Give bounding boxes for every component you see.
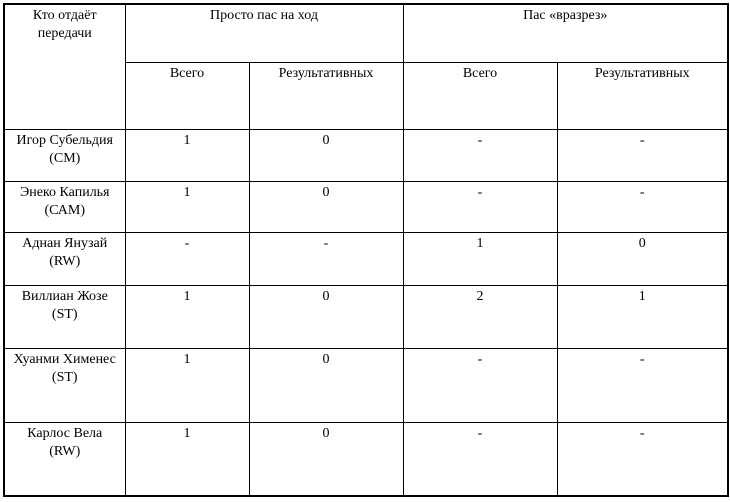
simple-effective-cell: - [249, 232, 403, 285]
player-position: (RW) [49, 253, 81, 269]
through-total-cell: 1 [403, 232, 557, 285]
simple-effective-cell: 0 [249, 348, 403, 422]
player-position: (ST) [51, 369, 78, 385]
through-total-cell: - [403, 422, 557, 496]
header-row-groups [4, 4, 728, 62]
header-through-total: Всего [403, 62, 557, 129]
simple-total-cell: 1 [125, 181, 249, 232]
through-total-cell: - [403, 129, 557, 181]
player-position: (RW) [49, 443, 81, 459]
player-name: Хуанми Хименес [13, 351, 116, 367]
simple-total-cell: 1 [125, 422, 249, 496]
player-position: (САМ) [44, 202, 86, 218]
player-name: Аднан Янузай [22, 235, 108, 251]
header-simple-total: Всего [125, 62, 249, 129]
simple-total-cell: 1 [125, 348, 249, 422]
player-name: Энеко Капилья [19, 184, 110, 200]
header-passer-column: Кто отдаёт передачи [4, 4, 125, 129]
player-name: Виллиан Жозе [21, 288, 108, 304]
header-group-through-pass: Пас «вразрез» [403, 4, 728, 62]
header-simple-effective: Результативных [249, 62, 403, 129]
simple-effective-cell: 0 [249, 285, 403, 348]
table-row [4, 232, 728, 285]
simple-effective-cell: 0 [249, 181, 403, 232]
simple-effective-cell: 0 [249, 422, 403, 496]
player-cell [4, 422, 125, 496]
passes-stats-table [3, 3, 729, 497]
player-cell [4, 285, 125, 348]
player-position: (СМ) [49, 150, 81, 166]
through-effective-cell: 0 [557, 232, 728, 285]
through-effective-cell: - [557, 181, 728, 232]
through-total-cell: 2 [403, 285, 557, 348]
table-row [4, 285, 728, 348]
player-cell [4, 348, 125, 422]
player-name: Карлос Вела [27, 425, 103, 441]
table-row [4, 129, 728, 181]
player-cell [4, 129, 125, 181]
simple-total-cell: 1 [125, 285, 249, 348]
player-position: (ST) [51, 306, 78, 322]
through-total-cell: - [403, 348, 557, 422]
table-row [4, 348, 728, 422]
simple-total-cell: 1 [125, 129, 249, 181]
table-body [4, 129, 728, 496]
through-total-cell: - [403, 181, 557, 232]
table-header [4, 4, 728, 129]
player-cell [4, 181, 125, 232]
table-row [4, 422, 728, 496]
player-name: Игор Субельдия [16, 132, 113, 148]
header-through-effective: Результативных [557, 62, 728, 129]
header-group-simple-pass: Просто пас на ход [125, 4, 403, 62]
through-effective-cell: 1 [557, 285, 728, 348]
simple-effective-cell: 0 [249, 129, 403, 181]
through-effective-cell: - [557, 422, 728, 496]
through-effective-cell: - [557, 348, 728, 422]
player-cell [4, 232, 125, 285]
table-row [4, 181, 728, 232]
simple-total-cell: - [125, 232, 249, 285]
through-effective-cell: - [557, 129, 728, 181]
